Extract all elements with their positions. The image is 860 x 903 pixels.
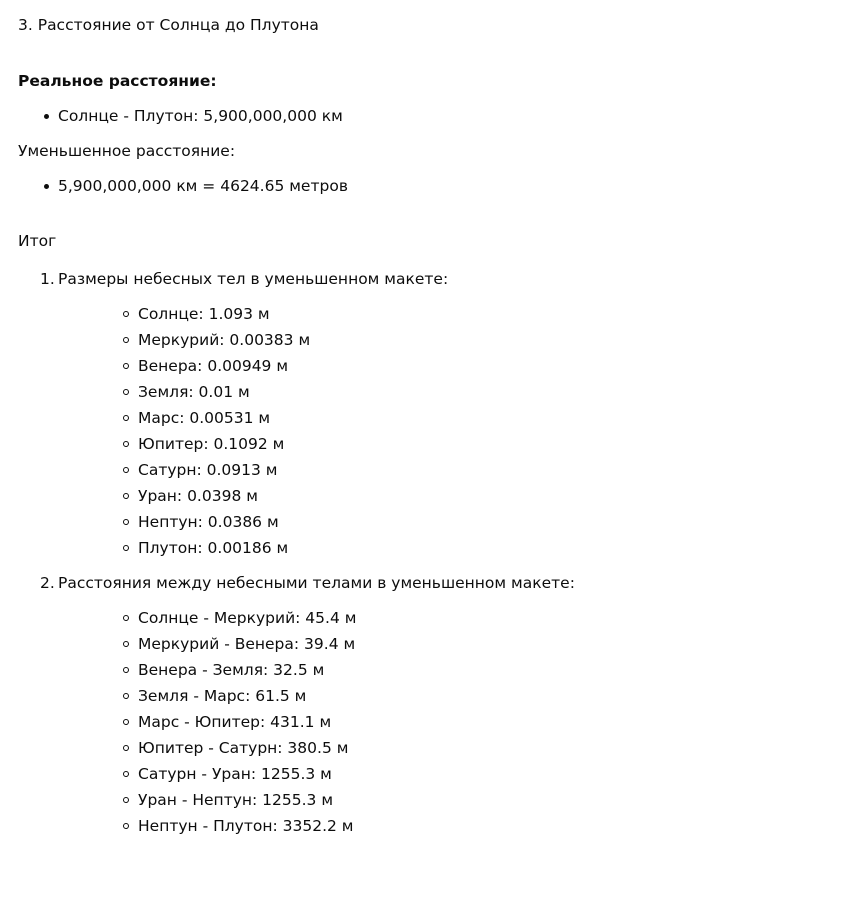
list-item xyxy=(58,535,848,561)
list-item xyxy=(18,103,848,129)
list-item-text: Сатурн: 0.0913 м xyxy=(138,461,278,479)
list-item xyxy=(58,379,848,405)
circle-bullet-icon xyxy=(123,493,129,499)
real-distance-list xyxy=(18,103,848,129)
list-item xyxy=(58,605,848,631)
summary-section-title: Размеры небесных тел в уменьшенном макете: xyxy=(58,270,449,288)
bullet-icon xyxy=(44,114,49,119)
list-item xyxy=(58,509,848,535)
circle-bullet-icon xyxy=(123,693,129,699)
summary-list xyxy=(18,266,848,839)
circle-bullet-icon xyxy=(123,441,129,447)
list-item-text: Нептун: 0.0386 м xyxy=(138,513,279,531)
circle-bullet-icon xyxy=(123,745,129,751)
list-item xyxy=(18,173,848,199)
reduced-distance-list xyxy=(18,173,848,199)
list-item-text: Венера - Земля: 32.5 м xyxy=(138,661,325,679)
list-item-text: Солнце - Меркурий: 45.4 м xyxy=(138,609,357,627)
list-item xyxy=(58,457,848,483)
circle-bullet-icon xyxy=(123,615,129,621)
circle-bullet-icon xyxy=(123,797,129,803)
list-number: 2. xyxy=(40,574,55,592)
circle-bullet-icon xyxy=(123,337,129,343)
list-item xyxy=(58,431,848,457)
list-item xyxy=(58,735,848,761)
list-item xyxy=(58,761,848,787)
list-item-text: Солнце - Плутон: 5,900,000,000 км xyxy=(58,107,343,125)
list-item-text: Уран: 0.0398 м xyxy=(138,487,258,505)
circle-bullet-icon xyxy=(123,389,129,395)
circle-bullet-icon xyxy=(123,415,129,421)
list-item-text: Венера: 0.00949 м xyxy=(138,357,289,375)
list-item-text: Меркурий: 0.00383 м xyxy=(138,331,311,349)
list-item-text: Земля: 0.01 м xyxy=(138,383,250,401)
summary-section-sizes xyxy=(18,266,848,561)
list-item-text: Меркурий - Венера: 39.4 м xyxy=(138,635,356,653)
bullet-icon xyxy=(44,184,49,189)
list-item xyxy=(58,709,848,735)
list-item xyxy=(58,813,848,839)
list-item-text: Юпитер - Сатурн: 380.5 м xyxy=(138,739,349,757)
list-item xyxy=(58,301,848,327)
list-item-text: Земля - Марс: 61.5 м xyxy=(138,687,307,705)
list-item xyxy=(58,353,848,379)
section-title: 3. Расстояние от Солнца до Плутона xyxy=(18,16,319,34)
document-body xyxy=(18,12,848,848)
list-item xyxy=(58,405,848,431)
list-item-text: Юпитер: 0.1092 м xyxy=(138,435,285,453)
reduced-distance-heading: Уменьшенное расстояние: xyxy=(18,142,236,160)
list-item-text: 5,900,000,000 км = 4624.65 метров xyxy=(58,177,348,195)
summary-section-distances xyxy=(18,570,848,839)
list-item xyxy=(58,787,848,813)
list-item xyxy=(58,327,848,353)
list-item-text: Марс - Юпитер: 431.1 м xyxy=(138,713,332,731)
circle-bullet-icon xyxy=(123,545,129,551)
circle-bullet-icon xyxy=(123,667,129,673)
circle-bullet-icon xyxy=(123,823,129,829)
sizes-list xyxy=(58,301,848,561)
list-item xyxy=(58,483,848,509)
summary-heading: Итог xyxy=(18,232,57,250)
list-item xyxy=(58,631,848,657)
circle-bullet-icon xyxy=(123,771,129,777)
summary-section-title: Расстояния между небесными телами в уменьшенном макете: xyxy=(58,574,575,592)
list-number: 1. xyxy=(40,270,55,288)
list-item-text: Уран - Нептун: 1255.3 м xyxy=(138,791,334,809)
circle-bullet-icon xyxy=(123,519,129,525)
distances-list xyxy=(58,605,848,839)
list-item xyxy=(58,683,848,709)
list-item-text: Сатурн - Уран: 1255.3 м xyxy=(138,765,332,783)
circle-bullet-icon xyxy=(123,467,129,473)
list-item xyxy=(58,657,848,683)
circle-bullet-icon xyxy=(123,311,129,317)
list-item-text: Нептун - Плутон: 3352.2 м xyxy=(138,817,354,835)
list-item-text: Плутон: 0.00186 м xyxy=(138,539,289,557)
circle-bullet-icon xyxy=(123,363,129,369)
circle-bullet-icon xyxy=(123,719,129,725)
real-distance-heading: Реальное расстояние: xyxy=(18,72,217,90)
list-item-text: Марс: 0.00531 м xyxy=(138,409,271,427)
list-item-text: Солнце: 1.093 м xyxy=(138,305,270,323)
circle-bullet-icon xyxy=(123,641,129,647)
